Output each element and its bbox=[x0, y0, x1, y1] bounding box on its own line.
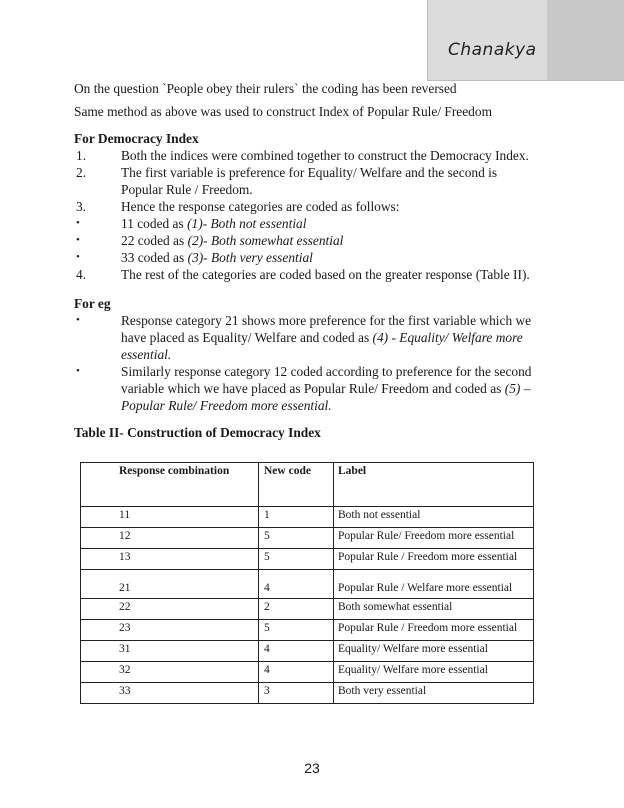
list-item bbox=[74, 147, 534, 164]
cell-response: 11 bbox=[81, 507, 259, 528]
list-item-plain-text: The rest of the categories are coded based on the greater response (Table II). bbox=[121, 267, 530, 282]
list-item-plain-text: Hence the response categories are coded as follows: bbox=[121, 199, 400, 214]
table-row bbox=[81, 570, 534, 599]
bullet-marker: • bbox=[76, 217, 80, 229]
cell-response: 33 bbox=[81, 683, 259, 704]
table-row bbox=[81, 662, 534, 683]
democracy-heading: For Democracy Index bbox=[74, 131, 199, 146]
table-row bbox=[81, 683, 534, 704]
list-item bbox=[74, 198, 534, 215]
table-header-row bbox=[81, 463, 534, 507]
list-item-emphasis: (5) – Popular Rule/ Freedom more essential. bbox=[121, 381, 531, 413]
table-row bbox=[81, 620, 534, 641]
number-marker: 1. bbox=[76, 148, 87, 163]
list-item-plain-text: Response category 21 shows more preference for the first variable which we have placed as Equality/ Welfare and coded as bbox=[121, 313, 532, 345]
col-header-response: Response combination bbox=[81, 463, 259, 507]
cell-label: Equality/ Welfare more essential bbox=[334, 662, 534, 683]
list-item bbox=[74, 266, 534, 283]
cell-response: 12 bbox=[81, 528, 259, 549]
bullet-marker: • bbox=[76, 314, 80, 326]
cell-label: Equality/ Welfare more essential bbox=[334, 641, 534, 662]
table-row bbox=[81, 549, 534, 570]
list-item-text bbox=[121, 266, 534, 283]
cell-response: 23 bbox=[81, 620, 259, 641]
cell-label: Popular Rule / Freedom more essential bbox=[334, 549, 534, 570]
header-tab-strip bbox=[547, 0, 624, 80]
intro-line-1: On the question `People obey their rulers` the coding has been reversed bbox=[74, 81, 457, 96]
list-item-emphasis: (2)- Both somewhat essential bbox=[187, 233, 344, 248]
bullet-marker: • bbox=[76, 234, 80, 246]
foreg-heading: For eg bbox=[74, 296, 111, 311]
cell-code: 1 bbox=[259, 507, 334, 528]
cell-code: 3 bbox=[259, 683, 334, 704]
cell-code: 4 bbox=[259, 641, 334, 662]
list-item bbox=[74, 164, 534, 198]
table-row bbox=[81, 641, 534, 662]
bullet-marker: • bbox=[76, 365, 80, 377]
cell-label: Popular Rule/ Freedom more essential bbox=[334, 528, 534, 549]
cell-code: 5 bbox=[259, 620, 334, 641]
list-item-text bbox=[121, 249, 534, 266]
foreg-list bbox=[74, 312, 534, 414]
table-row bbox=[81, 599, 534, 620]
list-item-text bbox=[121, 215, 534, 232]
cell-label: Popular Rule / Freedom more essential bbox=[334, 620, 534, 641]
list-item bbox=[74, 215, 534, 232]
list-item-emphasis: (4) - Equality/ Welfare more essential. bbox=[121, 330, 523, 362]
cell-response: 32 bbox=[81, 662, 259, 683]
democracy-list bbox=[74, 147, 534, 283]
cell-code: 5 bbox=[259, 528, 334, 549]
cell-response: 13 bbox=[81, 549, 259, 570]
brand-logo: Chanakya bbox=[448, 40, 537, 60]
table-title: Table II- Construction of Democracy Index bbox=[74, 425, 321, 440]
table-row bbox=[81, 507, 534, 528]
list-item-plain-text: 11 coded as bbox=[121, 216, 188, 231]
cell-code: 5 bbox=[259, 549, 334, 570]
cell-code: 2 bbox=[259, 599, 334, 620]
number-marker: 2. bbox=[76, 165, 87, 180]
list-item-text bbox=[121, 164, 534, 198]
col-header-label: Label bbox=[334, 463, 534, 507]
list-item-text bbox=[121, 312, 534, 363]
cell-label: Both not essential bbox=[334, 507, 534, 528]
number-marker: 3. bbox=[76, 199, 87, 214]
cell-label: Popular Rule / Welfare more essential bbox=[334, 570, 534, 599]
col-header-code: New code bbox=[259, 463, 334, 507]
list-item bbox=[74, 232, 534, 249]
list-item-text bbox=[121, 232, 534, 249]
cell-response: 22 bbox=[81, 599, 259, 620]
list-item-emphasis: (3)- Both very essential bbox=[187, 250, 313, 265]
cell-label: Both somewhat essential bbox=[334, 599, 534, 620]
intro-line-2: Same method as above was used to construct Index of Popular Rule/ Freedom bbox=[74, 104, 492, 119]
cell-response: 21 bbox=[81, 570, 259, 599]
cell-response: 31 bbox=[81, 641, 259, 662]
list-item-text bbox=[121, 198, 534, 215]
number-marker: 4. bbox=[76, 267, 87, 282]
table-row bbox=[81, 528, 534, 549]
cell-code: 4 bbox=[259, 570, 334, 599]
list-item bbox=[74, 249, 534, 266]
list-item-plain-text: Similarly response category 12 coded according to preference for the second variable which we have placed as Popular Rule/ Freedom and coded as bbox=[121, 364, 532, 396]
list-item bbox=[74, 363, 534, 414]
democracy-index-table bbox=[80, 462, 534, 704]
page-number: 23 bbox=[304, 760, 320, 776]
list-item-plain-text: 33 coded as bbox=[121, 250, 188, 265]
list-item-text bbox=[121, 363, 534, 414]
cell-code: 4 bbox=[259, 662, 334, 683]
list-item-plain-text: 22 coded as bbox=[121, 233, 188, 248]
list-item-emphasis: (1)- Both not essential bbox=[187, 216, 307, 231]
list-item-plain-text: The first variable is preference for Equality/ Welfare and the second is Popular Rule / Freedom. bbox=[121, 165, 498, 197]
page-content bbox=[74, 80, 534, 441]
bullet-marker: • bbox=[76, 251, 80, 263]
list-item-plain-text: Both the indices were combined together to construct the Democracy Index. bbox=[121, 148, 529, 163]
list-item bbox=[74, 312, 534, 363]
cell-label: Both very essential bbox=[334, 683, 534, 704]
list-item-text bbox=[121, 147, 534, 164]
